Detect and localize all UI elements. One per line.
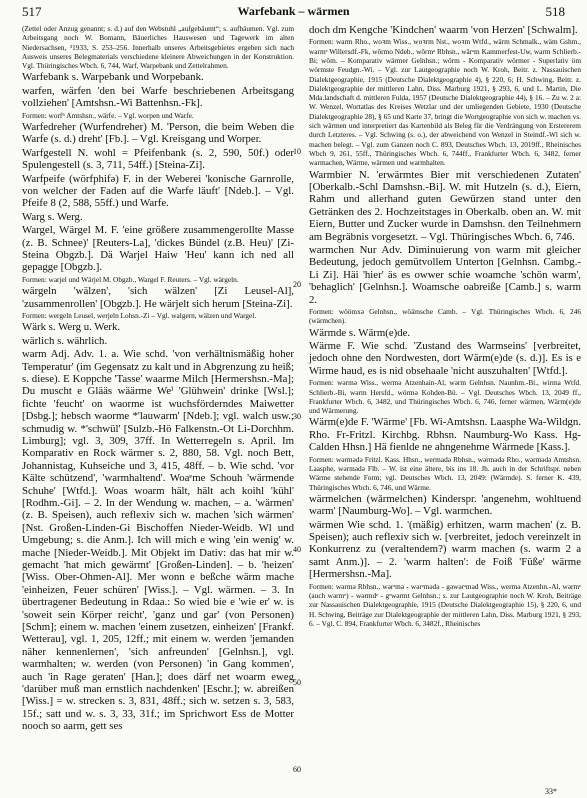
running-title: Warfebank – wärmen	[237, 4, 350, 18]
page-header	[0, 4, 587, 22]
dictionary-entry: wärlich s. währlich.	[22, 334, 108, 347]
dictionary-entry: wärgeln 'wälzen', 'sich wälzen' [Zi Leusel-Al], 'zusammenrollen' [Obgzb.]. He wärjelt sich herum [Steina-Zi].	[22, 285, 294, 310]
entry-forms-note: Formen: wergeln Leusel, werjeln Lohsn.-Zi – Vgl. walgern, wälzen und Wargel.	[22, 310, 257, 320]
line-number: 20	[293, 280, 301, 289]
dictionary-entry: Warfgestell N. wohl = Pfeifenbank (s. 2, 590, 50f.) oder Spulengestell (s. 3, 711, 54ff.) [Steina-Zi].	[22, 146, 294, 172]
entry-forms-note: Formen: warjel und Wärjel M. Obgzb., Wargel F. Reuters. – Vgl. wärgeln.	[22, 274, 239, 284]
dictionary-entry: doch dm Kengche 'Kindchen' waarm 'von Herzen' [Schwalm].	[309, 24, 578, 36]
entry-forms-note: Formen: warm Rho., woꝛm Wiss., woꝛrm Nst., woꝛm Wtfd., wärm Schmalk., wäm Gshm., warmᵉ Willersdf.-Fk, wǒrmo Ndeb., wǒrmᵃ Rbhsn., wǎrᵊm Kammerfest-Uw, warm Schlierb.-Bi; wǒm. – Komparativ wärmer Gelnhsn.; wörm - Komparativ wörmer - Superlativ öm wörmste Feudgn.-Wi. – Vgl. zur Lautgeographie noch W. Kroh, Beitr. z. Nassauischen Dialektgeographie, 1915 (Deutsche Dialektgeographie 4), § 220, 6; H. Schwing, Beitr. z. Dialektgeographie der mittleren Lahn, Diss. Marburg 1921, § 293, 6, und L. Martin, Die Mda.landschaft d. mittleren Fulda, 1957 (Deutsche Dialektgeographie 44), § 16. – Zu w. 2 a: W. Wenzel, Wortatlas des Kreises Wetzlar und der umliegenden Gebiete, 1930 (Deutsche Dialektgeographie 28), § 65 und Karte 37, bringt die Wortgeographie von sich w. machen vs. sich wärmen und interpretiert das Kartenbild als Beleg für die Verdrängung von Erstererem durch Letzteres. – Vgl. Schwing (s. o.), der abweichend von Wenzel in Steindf.-Wl sich w. machen belegt. – Vgl. zum Ganzen noch C. 893, Deutsches Wbch. 13, 2019ff., Rheinisches Wbch 9, 261, 55ff., Thüringisches Wbch. 6, 744ff., Frankfurter Wbch. 6, 3482, ferner warmachen, Wärme, wärmen und warmhalten.	[309, 37, 581, 168]
page-number-left: 517	[22, 4, 42, 19]
line-number: 60	[293, 765, 301, 774]
dictionary-entry: Warfedreher (Wurfendreher) M. 'Person, die beim Weben die Warfe (s. d.) dreht' [Fb.]. – Vgl. Kreisgang und Worper.	[22, 121, 294, 146]
dictionary-entry: wärmelchen (wǎrmelchen) Kinderspr. 'angenehm, wohltuend warm' [Naumburg-Wo]. – Vgl. warmchen.	[309, 492, 581, 518]
dictionary-entry: Wärm(e)de F. 'Wärme' [Fb. Wi-Amtshsn. Laasphe Wa-Wildgn. Rho. Fr-Fritzl. Kirchbg. Rbhsn. Naumburg-Wo Kass. Hg-Calden Hhsn.] Hä fienlde ne ahngenehme Wärmede [Kass.].	[309, 416, 581, 454]
right-column	[309, 24, 581, 629]
entry-forms-note: (Zettel oder Anzug genannt; s. d.) auf den Webstuhl „aufgebäumt“; s. aufbäumen. Vgl. zum Arbeitsgang noch W. Bomann, Bäuerliches Hauswesen und Tagewerk im alten Niedersachsen, ³1933, S. 253–256. Innerhalb unseres Arbeitsgebietes ergeben sich nach Ausweis unseres Belegmaterials verschiedene kleinere Abweichungen in der Konstruktion. Vgl. Thüringisches Wbch. 6, 744, Warf, Warpebank und Zettelrahmen.	[22, 24, 294, 71]
dictionary-entry: Warfebank s. Warpebank und Worpebank.	[22, 71, 204, 84]
left-column	[22, 24, 294, 734]
dictionary-entry: Wärme F. Wie schd. 'Zustand des Warmseins' [verbreitet, jedoch ohne den Nordwesten, dort Wärm(e)de (s. d.)]. Es is e Wirme haud, es is nid obsehaale 'nicht auszuhalten' [Wtfd.].	[309, 340, 581, 377]
dictionary-entry: Wärk s. Werg u. Werk.	[22, 321, 121, 334]
entry-forms-note: Formen: wǝrmǝdǝ Fritzl. Kass. Hhsn., wermadǝ Rbhsn., wǝrmǝdǝ Rho., wǝrmǝdǝ Amtshsn. Laasphe, wǝrmǝdǝ Flb. – W. ist eine ältere, bis ins 18. Jh. auch in der Schriftspr. neben Wärme stehende Form; vgl. Deutsches Wbch. 13, 2049: (Wärmde). S. ferner K. 439, Thüringisches Wbch. 6, 746, und Wärme.	[309, 454, 581, 492]
line-number: 30	[293, 412, 301, 421]
dictionary-entry: warmchen Nur Adv. Diminuierung von warm mit gleicher Bedeutung, jedoch gemütvollem Unterton [Gelnhsn. Cambg.-Li Zi]. Häi 'hier' äs es owwer schie woamche 'schön warm', 'behaglich' [Gelnhsn.]. Woamsche oabreiße [Camb.] s. warm 2.	[309, 244, 581, 306]
line-number: 50	[293, 678, 301, 687]
dictionary-entry: Warfpeife (wörfphifə) F. in der Weberei 'konische Garnrolle, von welcher der Faden auf die Warfe läuft' [Ndeb.]. – Vgl. Pfeife 8 (2, 588, 55ff.) und Warfe.	[22, 172, 294, 210]
page-number-right: 518	[545, 4, 565, 19]
dictionary-entry: Warg s. Werg.	[22, 210, 83, 223]
entry-forms-note: Formen: worf⁶ Amtshsn., wärfe. – Vgl. worpen und Warfe.	[22, 110, 194, 120]
dictionary-entry: Wargel, Wärgel M. F. 'eine größere zusammengerollte Masse (z. B. Schnee)' [Reuters-La], 'dickes Bündel (z.B. Heu)' [Zi-Steina Obgzb.]. Dä Warjel Haiw 'Heu' kann ich ned all gepagge [Obgzb.].	[22, 224, 294, 274]
line-number: 10	[293, 147, 301, 156]
dictionary-entry: Warmbier N. 'erwärmtes Bier mit verschiedenen Zutaten' [Oberkalb.-Schl Damshsn.-Bi]. W. mit Hutzeln (s. d.), Eiern, Rahm und allerhand guten Gewürzen stand unter den Getränken des 2. Hochzeitstages in Oberkalb. oben an. W. mit Eiern, Butter und Zucker wurde in Damshsn. den Teilnehmern am Begräbnis vorgesetzt. – Vgl. Thüringisches Wbch. 6, 746.	[309, 168, 581, 243]
dictionary-entry: Wärmde s. Wärm(e)de.	[309, 326, 411, 339]
entry-forms-note: Formen: wǝrmǝ Rbhsn., wǝrᵊmǝ - wǝrᵊmǝdǝ - gǝwǝrᵊmǝd Wiss., wermǝ Atzenhn.-Al, wǝrmᵉ (auch wǝrmᵉ) - wǝrmdᵉ - gᵉwǝrmt Gelnhsn.; s. zur Lautgeographie noch W. Kroh, Beiträge zur Nassauischen Dialektgeographie, 1915 (Deutsche Dialektgeographie 15), § 220, 6, und H. Schwing, Beiträge zur Dialektgeographie der mittleren Lahn, Diss. Marburg 1921, § 293, 6. – Vgl. C. 894, Frankfurter Wbch. 6, 3482f., Rheinisches	[309, 581, 581, 628]
signature-mark: 33*	[545, 787, 557, 796]
line-number: 40	[293, 545, 301, 554]
entry-forms-note: Formen: wöömxə Gelnhsn., wöämsche Camb. – Vgl. Thüringisches Wbch. 6, 246 (wärmchen).	[309, 307, 581, 326]
dictionary-entry: warfen, wärfen 'den bei Warfe beschriebenen Arbeitsgang vollziehen' [Amtshsn.-Wi Battenhsn.-Fk].	[22, 84, 294, 110]
dictionary-entry: warm Adj. Adv. 1. a. Wie schd. 'von verhältnismäßig hoher Temperatur' (im Gegensatz zu kalt und in Abgrenzung zu heiß; s. diese). E Koppche 'Tasse' waarme Milch [Hermershsn.-Ma]; Du muscht e Glääs wäärme Weⁱ 'Glühwein' drinke [Wsl.]; fichte 'feucht' on waorme ist wuchsförderndes Maiwetter [Dsbg.]; hebsch waorme *'lauwarm' [Ndeb.]; vgl. walch usw.; schmudig w. *'schwül' [Sulzb.-Hö Falkenstn.-Ot Li-Dorchhm. Limburg]; vgl. 3, 309, 37ff. In Wetterregeln s. April. Im Komparativ en Rock wärmer s. 2, 880, 58. Vgl. noch Bett, Johannistag, Kuhseiche und 3, 415, 48ff. – b. Wie schd. 'vor Kälte schützend', 'warmhaltend'. Woaᵉme Schouh 'wärmende Schuhe' [Wtfd.]. Woas woarm hält, hält ach koihl 'kühl' [Rodhm.-Gi]. – 2. In der Wendung w. machen, – a. 'wärmen' (z. B. Speisen), auch reflexiv sich w. machen 'sich wärmen' [Nst. Großen-Linden-Gi Bischoffen Nieder-Weidb. Wl und Umgebung; s. die Anm.]. Ich will mich e wing 'ein wenig' w. mache [Nieder-Weidb.]. Mit Objekt im Dativ: das hat mir w. gemacht 'hat mich gewärmt' [Großen-Linden]. – b. 'heizen' [Wiss. Ober-Ohmen-Al]. Mer wonn e beßche wärm mache 'einheizen, Feuer schüren' [Wiss.]. – Vgl. wärmen. – 3. In übertragener Bedeutung in Rdaa.: So wied bie e 'wie er' w. is 'soweit sein Körper reicht', 'ganz und gar' (von Personen) [Schm]; einem w. machen 'einem zusetzen, einheizen' [Frankf. Wetterau], vgl. 1, 205, 12ff.; mit einem w. werden 'jemanden näher kennenlernen', 'sich anfreunden' [Gelnhsn.], vgl. warmhalten; w. werden (von Personen) 'in Gang kommen', auch 'in Rage geraten' [Han.]; does därf net woarm eweg 'darüber muß man ernstlich nachdenken' [Eschr.]; w. abreißen [Wiss.] = w. strecken s. 3, 831, 48ff.; sich w. setzen s. 3, 583, 15f.; satt und w. s. 3, 33, 31f.; im Sprichwort Ess de Motter nooch so aarm, gett ses	[22, 348, 294, 733]
dictionary-entry: wärmen Wie schd. 1. '(mäßig) erhitzen, warm machen' (z. B. Speisen); auch reflexiv sich w. [verbreitet, jedoch vereinzelt in Konkurrenz zu (veraltendem?) warm machen (s. warm 2 a samt Anm.)]. – 2. 'warm halten': de Foiß 'Füße' wärme [Hermershsn.-Ma].	[309, 518, 581, 581]
entry-forms-note: Formen: wǝrmǝ Wiss., wermǝ Atzenhain-Al, wǝrm Gelnhsn. Naunhm.-Bi., wirma Wtfd. Schlierb.-Bi, wǝrm Hersfd., wörmǝ Kohden-Bü. – Vgl. Deutsches Wbch. 13, 2049 ff., Frankfurter Wbch. 6, 3482, und Thüringisches Wbch. 6, 746, ferner wärmen, Wärm(e)de und Wärmerung.	[309, 378, 581, 416]
